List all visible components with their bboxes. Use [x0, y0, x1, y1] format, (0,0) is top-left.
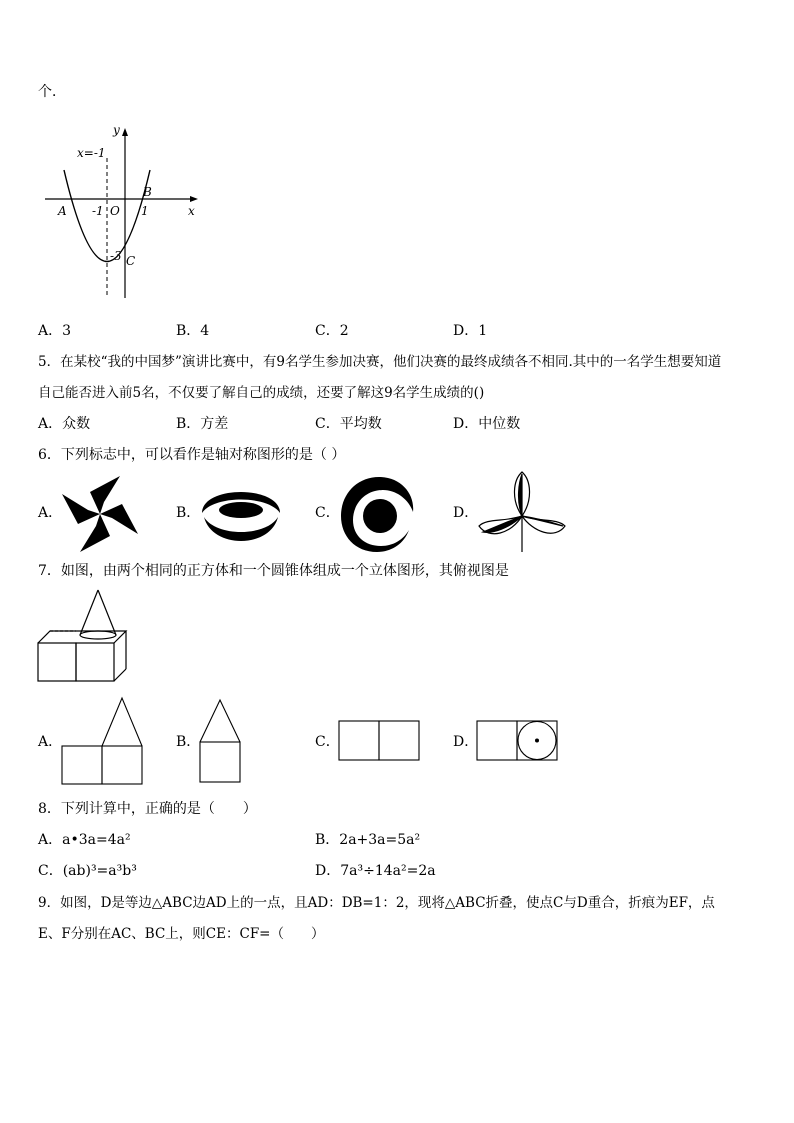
q5-option-c: C．平均数: [315, 416, 382, 432]
q8-option-a: A．a•3a=4a²: [38, 832, 131, 848]
point-label-c: C: [126, 254, 136, 268]
axis-label-y: y: [113, 123, 120, 137]
q8-option-c: C．(ab)³=a³b³: [38, 863, 137, 879]
q4-option-d: D．1: [453, 323, 488, 339]
q6-stem: 6．下列标志中，可以看作是轴对称图形的是（ ）: [38, 447, 346, 463]
q7-label-b: B．: [176, 734, 201, 750]
point-label-a: A: [58, 204, 67, 218]
q7-label-a: A．: [38, 734, 63, 750]
q8-option-d: D．7a³÷14a²=2a: [315, 863, 436, 879]
q9-stem-line2: E、F分别在AC、BC上，则CE：CF=（ ）: [38, 926, 325, 942]
logo-c-swirl-ring: [339, 474, 417, 554]
q5-stem-line1: 5．在某校“我的中国梦”演讲比赛中，有9名学生参加决赛，他们决赛的最终成绩各不相同.其中的一名学生想要知道: [38, 354, 722, 370]
q5-option-a: A．众数: [38, 416, 91, 432]
q5-stem-line2: 自己能否进入前5名，不仅要了解自己的成绩，还要了解这9名学生成绩的(): [38, 385, 485, 401]
symmetry-line-label: x=-1: [77, 146, 106, 160]
q4-option-a: A．3: [38, 323, 72, 339]
tick-label-neg-one: -1: [92, 204, 104, 218]
q7-stem: 7．如图，由两个相同的正方体和一个圆锥体组成一个立体图形，其俯视图是: [38, 563, 509, 579]
q6-label-a: A．: [38, 505, 63, 521]
q7-label-c: C．: [315, 734, 340, 750]
solid-figure: [36, 588, 136, 688]
parabola-graph: [40, 118, 210, 308]
q6-label-b: B．: [176, 505, 201, 521]
q8-stem: 8．下列计算中，正确的是（ ）: [38, 801, 257, 817]
tick-label-one: 1: [141, 204, 149, 218]
q9-stem-line1: 9．如图，D是等边△ABC边AD上的一点，且AD：DB=1：2，现将△ABC折叠，使点C与D重合，折痕为EF，点: [38, 895, 715, 911]
axis-label-x: x: [188, 204, 195, 218]
logo-b-crescents: [198, 477, 284, 551]
q7-option-a-figure: [60, 696, 144, 786]
q6-label-d: D．: [453, 505, 479, 521]
q5-option-b: B．方差: [176, 416, 229, 432]
q7-option-b-figure: [198, 698, 242, 784]
q7-option-d-figure: [476, 720, 558, 762]
q4-tail-text: 个．: [38, 84, 66, 100]
logo-d-petals: [475, 470, 570, 555]
logo-a-star: [60, 474, 140, 554]
q8-option-b: B．2a+3a=5a²: [315, 832, 421, 848]
q4-option-c: C．2: [315, 323, 349, 339]
q7-label-d: D．: [453, 734, 479, 750]
origin-label: O: [110, 204, 120, 218]
q7-option-c-figure: [338, 720, 420, 762]
q4-option-b: B．4: [176, 323, 210, 339]
q5-option-d: D．中位数: [453, 416, 521, 432]
point-label-b: B: [143, 185, 152, 199]
q6-label-c: C．: [315, 505, 340, 521]
tick-label-neg-three: -3: [110, 249, 122, 263]
